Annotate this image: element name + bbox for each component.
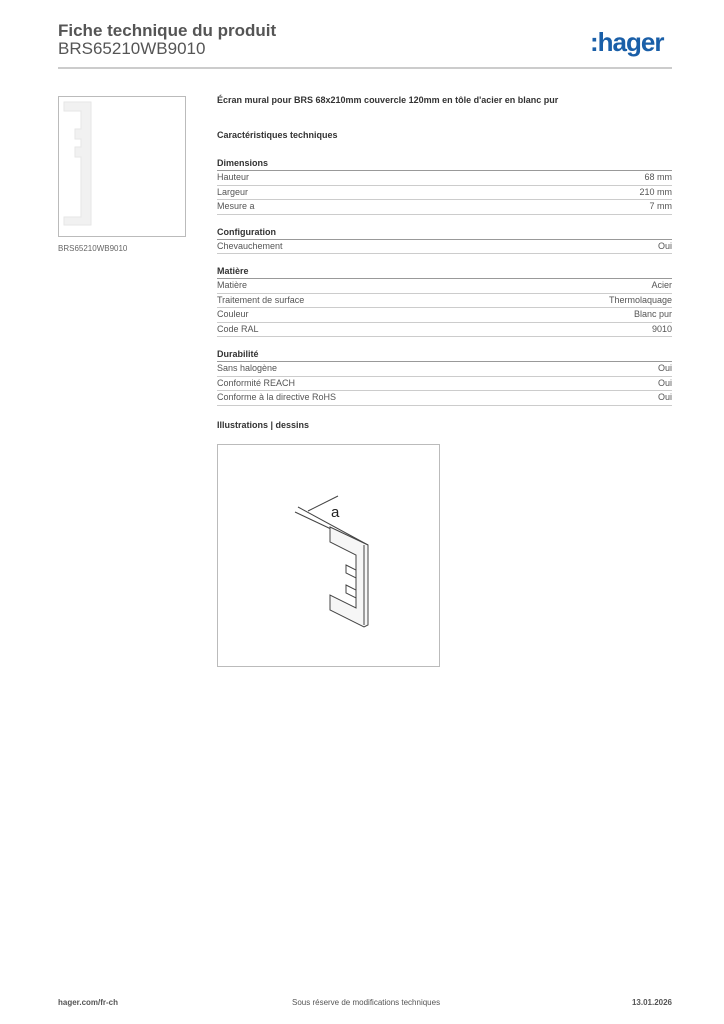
- spec-label: Hauteur: [217, 172, 250, 182]
- spec-row: [217, 240, 672, 255]
- specs-column: [217, 95, 672, 436]
- spec-value: Acier: [651, 280, 672, 290]
- specs-heading: Caractéristiques techniques: [217, 130, 338, 140]
- spec-value: Thermolaquage: [608, 294, 672, 305]
- spec-row: [217, 200, 672, 215]
- spec-value: 9010: [651, 323, 672, 334]
- spec-value: Oui: [657, 377, 672, 388]
- section-heading: Configuration: [217, 227, 672, 240]
- section-heading: Durabilité: [217, 349, 672, 362]
- spec-value: 68 mm: [644, 172, 672, 182]
- spec-value: 210 mm: [639, 186, 672, 197]
- product-code: BRS65210WB9010: [58, 39, 206, 58]
- spec-label: Largeur: [217, 186, 249, 197]
- spec-row: [217, 377, 672, 392]
- spec-label: Matière: [217, 280, 248, 290]
- product-description: Écran mural pour BRS 68x210mm couvercle 120mm en tôle d'acier en blanc pur: [217, 95, 559, 105]
- spec-value: Oui: [657, 392, 672, 402]
- spec-row: [217, 186, 672, 201]
- spec-row: [217, 171, 672, 186]
- dimension-label-a: a: [331, 504, 340, 521]
- spec-row: [217, 391, 672, 406]
- spec-label: Conforme à la directive RoHS: [217, 392, 337, 402]
- spec-row: [217, 323, 672, 338]
- spec-label: Sans halogène: [217, 363, 278, 373]
- page-title: Fiche technique du produit: [58, 21, 277, 40]
- illustrations-heading: Illustrations | dessins: [217, 419, 310, 430]
- section-heading: Dimensions: [217, 158, 672, 171]
- spec-label: Traitement de surface: [217, 294, 305, 305]
- product-image-caption: BRS65210WB9010: [58, 244, 128, 253]
- technical-drawing: [217, 444, 440, 667]
- spec-value: Oui: [657, 363, 672, 373]
- spec-row: [217, 308, 672, 323]
- spec-sections: [217, 158, 672, 406]
- spec-label: Conformité REACH: [217, 377, 296, 388]
- spec-row: [217, 362, 672, 377]
- product-image: [58, 96, 186, 237]
- section-gap: [217, 215, 672, 227]
- spec-value: Oui: [657, 240, 672, 251]
- section-gap: [217, 254, 672, 266]
- spec-row: [217, 279, 672, 294]
- header-divider: [58, 67, 672, 69]
- spec-value: 7 mm: [649, 201, 672, 211]
- footer-date: 13.01.2026: [631, 998, 672, 1007]
- footer-website[interactable]: hager.com/fr-ch: [58, 998, 119, 1007]
- spec-row: [217, 294, 672, 309]
- spec-value: Blanc pur: [633, 309, 672, 319]
- spec-label: Code RAL: [217, 323, 259, 334]
- spec-label: Mesure a: [217, 201, 255, 211]
- spec-label: Chevauchement: [217, 240, 283, 251]
- hager-logo: :hager: [590, 27, 664, 57]
- spec-label: Couleur: [217, 309, 249, 319]
- section-gap: [217, 337, 672, 349]
- section-heading: Matière: [217, 266, 672, 279]
- footer-disclaimer: Sous réserve de modifications techniques: [292, 998, 441, 1007]
